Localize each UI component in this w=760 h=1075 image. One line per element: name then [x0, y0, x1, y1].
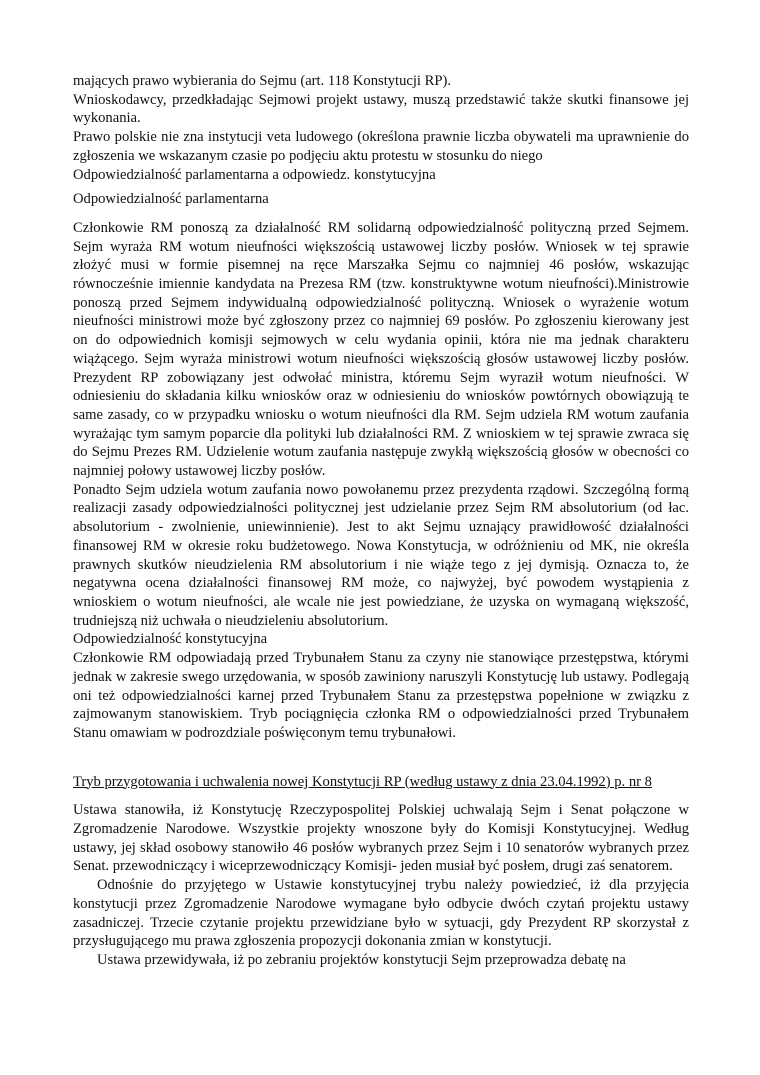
paragraph: Odpowiedzialność parlamentarna a odpowiedz. konstytucyjna: [73, 166, 436, 183]
paragraph: mających prawo wybierania do Sejmu (art. 118 Konstytucji RP).: [73, 73, 451, 89]
document-page: [73, 72, 689, 970]
section-heading: Odpowiedzialność parlamentarna: [73, 191, 269, 208]
paragraph: Ponadto Sejm udziela wotum zaufania nowo powołanemu przez prezydenta rządowi. Szczególną formą realizacji zasady odpowiedzialności politycznej jest udzielanie przez Sejm RM absolutorium (od łac. absolutorium - zwolnienie, uniewinnienie). Jest to akt Sejmu uznający prawidłowość działalności finansowej RM w okresie roku budżetowego. Nowa Konstytucja, w odróżnieniu od MK, nie określa prawnych skutków nieudzielenia RM absolutorium i nie wiąże tego z jej dymisją. Oznacza to, że negatywna ocena działalności finansowej RM może, co najwyżej, być powodem wystąpienia z wnioskiem o wotum nieufności, ale wcale nie jest powiedziane, że uzyska on wymaganą większość, trudniejszą niż uchwała o nieudzieleniu absolutorium.: [73, 481, 689, 629]
paragraph: Prawo polskie nie zna instytucji veta ludowego (określona prawnie liczba obywateli ma uprawnienie do zgłoszenia we wskazanym czasie po podjęciu aktu protestu w stosunku do niego: [73, 129, 689, 164]
section-heading: Odpowiedzialność konstytucyjna: [73, 631, 268, 648]
paragraph: Wnioskodawcy, przedkładając Sejmowi projekt ustawy, muszą przedstawić także skutki finansowe jej wykonania.: [73, 91, 689, 127]
paragraph: Ustawa stanowiła, iż Konstytucję Rzeczypospolitej Polskiej uchwalają Sejm i Senat połączone w Zgromadzenie Narodowe. Wszystkie projekty wnoszone były do Komisji Konstytucyjnej. Według ustawy, jej skład osobowy stanowiło 46 posłów wybranych przez Sejm i 10 senatorów wybranych przez Senat. przewodniczący i wiceprzewodniczący Komisji- jeden musiał być posłem, drugi zaś senatorem.: [73, 802, 689, 875]
underlined-heading: Tryb przygotowania i uchwalenia nowej Konstytucji RP (według ustawy z dnia 23.04.1992) p. nr 8: [73, 773, 652, 790]
paragraph: Członkowie RM ponoszą za działalność RM solidarną odpowiedzialność polityczną przed Sejmem. Sejm wyraża RM wotum nieufności większością ustawowej liczby posłów. Wniosek w tej sprawie złożyć musi w formie pisemnej na ręce Marszałka Sejmu co najmniej 46 posłów, wskazując równocześnie imiennie kandydata na Prezesa RM (tzw. konstruktywne wotum nieufności).Ministrowie ponoszą przed Sejmem indywidualną odpowiedzialność polityczną. Wniosek o wyrażenie wotum nieufności ministrowi może być zgłoszony przez co najmniej 69 posłów. Po zgłoszeniu kierowany jest on do odpowiednich komisji sejmowych w celu wydania opinii, która nie ma jednak charakteru wiążącego. Sejm wyraża ministrowi wotum nieufności większością głosów ustawowej liczby posłów. Prezydent RP zobowiązany jest odwołać ministra, któremu Sejm wyraził wotum nieufności. W odniesieniu do składania kilku wniosków oraz w odniesieniu do wniosków powtórnych obowiązują te same zasady, co w przypadku wniosku o wotum nieufności dla RM. Sejm udziela RM wotum zaufania wyrażając tym samym poparcie dla polityki lub działalności RM. Z wnioskiem w tej sprawie zwraca się do Sejmu Prezes RM. Udzielenie wotum zaufania następuje zwykłą większością głosów w obecności co najmniej połowy ustawowej liczby posłów.: [73, 219, 689, 480]
paragraph: Ustawa przewidywała, iż po zebraniu projektów konstytucji Sejm przeprowadza debatę na: [97, 951, 626, 968]
paragraph: Odnośnie do przyjętego w Ustawie konstytucyjnej trybu należy powiedzieć, iż dla przyjęcia konstytucji przez Zgromadzenie Narodowe wymagane było odbycie dwóch czytań projektu ustawy zasadniczej. Trzecie czytanie projektu przewidziane było w sytuacji, gdy Prezydent RP skorzystał z przysługującego mu prawa zgłoszenia propozycji dokonania zmian w konstytucji.: [73, 877, 689, 950]
paragraph: Członkowie RM odpowiadają przed Trybunałem Stanu za czyny nie stanowiące przestępstwa, którymi jednak w zakresie swego urzędowania, w sposób zawiniony naruszyli Konstytucję lub ustawy. Podlegają oni też odpowiedzialności karnej przed Trybunałem Stanu za przestępstwa popełnione w związku z zajmowanym stanowiskiem. Tryb pociągnięcia członka RM o odpowiedzialności przed Trybunałem Stanu omawiam w podrozdziale poświęconym temu trybunałowi.: [73, 650, 689, 741]
